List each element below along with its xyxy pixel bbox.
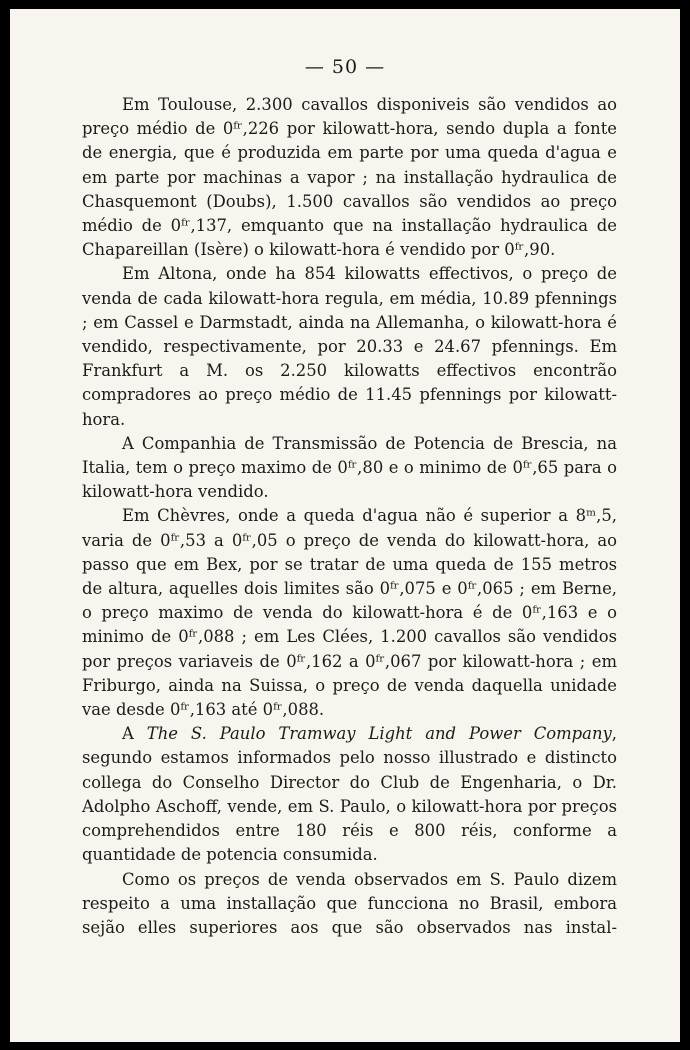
paragraph-brescia: A Companhia de Transmissão de Potencia de Brescia, na Italia, tem o preço maximo de 0ᶠʳ,80 e o minimo de 0ᶠʳ,65 para o kilowatt-hora vendido.	[82, 433, 617, 502]
body-text	[82, 93, 617, 940]
paragraph-como-os-precos: Como os preços de venda observados em S. Paulo dizem respeito a uma installação que funcciona no Brasil, embora sejão elles superiores aos que são observados nas instal-	[82, 869, 617, 937]
paragraph-toulouse: Em Toulouse, 2.300 cavallos disponiveis são vendidos ao preço médio de 0ᶠʳ,226 por kilowatt-hora, sendo dupla a fonte de energia, que é produzida em parte por uma queda d'agua e em parte por machinas a vapor ; na installação hydraulica de Chasquemont (Doubs), 1.500 cavallos são vendidos ao preço médio de 0ᶠʳ,137, emquanto que na installação hydraulica de Chapareillan (Isère) o kilowatt-hora é vendido por 0ᶠʳ,90.	[82, 95, 617, 260]
document-page	[10, 9, 680, 1042]
paragraph-sao-paulo-tramway	[82, 722, 617, 867]
paragraph-sao-paulo-rest: , segundo estamos informados pelo nosso illustrado e distincto collega do Conselho Director do Club de Engenharia, o Dr. Adolpho Aschoff, vende, em S. Paulo, o kilowatt-hora por preços comprehendidos entre 180 réis e 800 réis, conforme a quantidade de potencia consumida.	[82, 724, 617, 865]
paragraph-sao-paulo-prefix: A	[122, 724, 147, 744]
paragraph-altona: Em Altona, onde ha 854 kilowatts effectivos, o preço de venda de cada kilowatt-hora regula, em média, 10.89 pfennings ; em Cassel e Darmstadt, ainda na Allemanha, o kilowatt-hora é vendido, respectivamente, por 20.33 e 24.67 pfennings. Em Frankfurt a M. os 2.250 kilowatts effectivos encontrão compradores ao preço médio de 11.45 pfennings por kilowatt-hora.	[82, 264, 617, 429]
paragraph-chevres: Em Chèvres, onde a queda d'agua não é superior a 8ᵐ,5, varia de 0ᶠʳ,53 a 0ᶠʳ,05 o preço de venda do kilowatt-hora, ao passo que em Bex, por se tratar de uma queda de 155 metros de altura, aquelles dois limites são 0ᶠʳ,075 e 0ᶠʳ,065 ; em Berne, o preço maximo de venda do kilowatt-hora é de 0ᶠʳ,163 e o minimo de 0ᶠʳ,088 ; em Les Clées, 1.200 cavallos são vendidos por preços variaveis de 0ᶠʳ,162 a 0ᶠʳ,067 por kilowatt-hora ; em Friburgo, ainda na Suissa, o preço de venda daquella unidade vae desde 0ᶠʳ,163 até 0ᶠʳ,088.	[82, 506, 617, 720]
page-number: — 50 —	[304, 56, 386, 78]
company-name-italic: The S. Paulo Tramway Light and Power Company	[146, 724, 612, 744]
